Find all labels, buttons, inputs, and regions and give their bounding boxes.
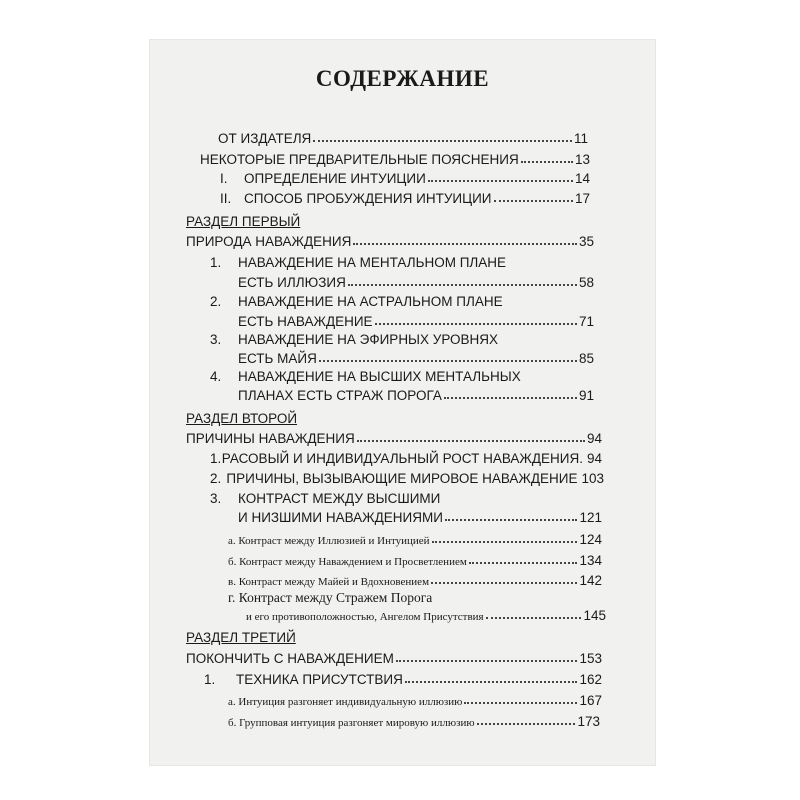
entry-page: 94 <box>586 451 602 466</box>
page-title: СОДЕРЖАНИЕ <box>315 66 490 91</box>
entry-label: ЕСТЬ ИЛЛЮЗИЯ <box>238 275 346 290</box>
entry-label: ЕСТЬ МАЙЯ <box>238 351 317 366</box>
entry-page: 58 <box>578 275 594 290</box>
leader-dots <box>357 440 585 442</box>
entry-label: и его противоположностью, Ангелом Присутствия <box>246 611 484 623</box>
entry-label: СПОСОБ ПРОБУЖДЕНИЯ ИНТУИЦИИ <box>244 191 492 206</box>
leader-dots <box>445 519 578 521</box>
entry-label: а. Контраст между Иллюзией и Интуицией <box>228 535 430 547</box>
entry-label: ЕСТЬ НАВАЖДЕНИЕ <box>238 314 373 329</box>
entry-label: РАСОВЫЙ И ИНДИВИДУАЛЬНЫЙ РОСТ НАВАЖДЕНИЯ. <box>221 451 583 466</box>
section-title-first[interactable] <box>186 234 594 249</box>
entry-page: 142 <box>579 573 602 588</box>
entry-label: НАВАЖДЕНИЕ НА МЕНТАЛЬНОМ ПЛАНЕ <box>238 255 507 270</box>
entry-label: ОПРЕДЕЛЕНИЕ ИНТУИЦИИ <box>244 171 426 186</box>
entry-label: НАВАЖДЕНИЕ НА АСТРАЛЬНОМ ПЛАНЕ <box>238 294 503 309</box>
section-title-second[interactable] <box>186 431 602 446</box>
entry-number: 2. <box>210 294 222 309</box>
toc-subitem-2-d-cont[interactable] <box>246 608 606 623</box>
toc-item-2-1[interactable] <box>210 451 602 466</box>
toc-item-1-1-cont[interactable] <box>238 275 594 290</box>
toc-item-1-3-cont[interactable] <box>238 351 594 366</box>
entry-page: 162 <box>579 672 602 687</box>
section-heading-third: РАЗДЕЛ ТРЕТИЙ <box>186 630 296 645</box>
entry-page: 153 <box>579 651 602 666</box>
entry-number: 3. <box>210 491 222 506</box>
leader-dots <box>375 323 577 325</box>
leader-dots <box>431 582 577 584</box>
entry-label: ПРИЧИНЫ НАВАЖДЕНИЯ <box>186 431 355 446</box>
entry-page: 134 <box>579 553 602 568</box>
leader-dots <box>405 681 578 683</box>
entry-page: 94 <box>586 431 602 446</box>
entry-label: НАВАЖДЕНИЕ НА ЭФИРНЫХ УРОВНЯХ <box>238 332 499 347</box>
entry-page: 35 <box>578 234 594 249</box>
section-heading-second: РАЗДЕЛ ВТОРОЙ <box>186 411 298 426</box>
toc-item-1-3[interactable] <box>210 332 498 347</box>
entry-label: И НИЗШИМИ НАВАЖДЕНИЯМИ <box>238 510 443 525</box>
section-title-third[interactable] <box>186 651 602 666</box>
entry-label: ПОКОНЧИТЬ С НАВАЖДЕНИЕМ <box>186 651 394 666</box>
toc-item-2-3[interactable] <box>210 491 440 506</box>
toc-subitem-2-b[interactable] <box>228 553 602 568</box>
entry-page: 13 <box>574 152 590 167</box>
toc-entry-definition[interactable] <box>220 171 590 186</box>
entry-page: 167 <box>579 693 602 708</box>
leader-dots <box>477 723 576 725</box>
entry-page: 91 <box>578 388 594 403</box>
toc-item-2-3-cont[interactable] <box>238 510 602 525</box>
book-page <box>150 40 655 765</box>
toc-item-1-2[interactable] <box>210 294 503 309</box>
leader-dots <box>353 243 577 245</box>
toc-entry-awakening[interactable] <box>220 191 590 206</box>
leader-dots <box>464 702 577 704</box>
entry-label: а. Интуиция разгоняет индивидуальную иллюзию <box>228 696 463 708</box>
entry-label: НАВАЖДЕНИЕ НА ВЫСШИХ МЕНТАЛЬНЫХ <box>238 369 521 384</box>
entry-label: НЕКОТОРЫЕ ПРЕДВАРИТЕЛЬНЫЕ ПОЯСНЕНИЯ <box>200 152 519 167</box>
entry-page: 85 <box>578 351 594 366</box>
entry-number: 1. <box>204 672 216 687</box>
toc-subitem-2-c[interactable] <box>228 573 602 588</box>
entry-number: II. <box>220 191 232 206</box>
leader-dots <box>428 180 573 182</box>
entry-label: г. Контраст между Стражем Порога <box>228 590 433 605</box>
leader-dots <box>319 360 577 362</box>
entry-number: 2. <box>210 471 222 486</box>
leader-dots <box>494 200 573 202</box>
toc-item-1-4[interactable] <box>210 369 521 384</box>
section-heading-first: РАЗДЕЛ ПЕРВЫЙ <box>186 214 301 229</box>
entry-page: 14 <box>574 171 590 186</box>
entry-page: 103 <box>581 471 604 486</box>
entry-label: в. Контраст между Майей и Вдохновением <box>228 576 430 588</box>
toc-item-2-2[interactable] <box>210 471 604 486</box>
toc-entry-publisher[interactable] <box>218 131 588 146</box>
entry-label: ПЛАНАХ ЕСТЬ СТРАЖ ПОРОГА <box>238 388 442 403</box>
leader-dots <box>348 284 577 286</box>
entry-page: 173 <box>577 714 600 729</box>
leader-dots <box>469 562 578 564</box>
entry-label: КОНТРАСТ МЕЖДУ ВЫСШИМИ <box>238 491 441 506</box>
toc-subitem-3-b[interactable] <box>228 714 600 729</box>
leader-dots <box>432 541 578 543</box>
leader-dots <box>313 140 572 142</box>
entry-number: 1. <box>210 451 222 466</box>
leader-dots <box>521 161 573 163</box>
entry-page: 71 <box>578 314 594 329</box>
toc-item-1-4-cont[interactable] <box>238 388 594 403</box>
entry-page: 145 <box>583 608 606 623</box>
entry-number: I. <box>220 171 228 186</box>
entry-number: 1. <box>210 255 222 270</box>
entry-label: ПРИРОДА НАВАЖДЕНИЯ <box>186 234 352 249</box>
entry-label: ПРИЧИНЫ, ВЫЗЫВАЮЩИЕ МИРОВОЕ НАВАЖДЕНИЕ <box>226 471 578 486</box>
entry-number: 3. <box>210 332 222 347</box>
leader-dots <box>396 660 578 662</box>
entry-label: ТЕХНИКА ПРИСУТСТВИЯ <box>236 672 403 687</box>
entry-label: б. Контраст между Наваждением и Просветлением <box>228 556 467 568</box>
toc-item-1-1[interactable] <box>210 255 506 270</box>
toc-entry-explanations[interactable] <box>200 152 590 167</box>
entry-label: б. Групповая интуиция разгоняет мировую иллюзию <box>228 717 475 729</box>
entry-page: 121 <box>579 510 602 525</box>
leader-dots <box>444 397 577 399</box>
toc-item-1-2-cont[interactable] <box>238 314 594 329</box>
entry-page: 11 <box>573 131 588 146</box>
toc-item-3-1[interactable] <box>204 672 602 687</box>
toc-subitem-2-a[interactable] <box>228 532 602 547</box>
entry-page: 17 <box>574 191 590 206</box>
toc-subitem-3-a[interactable] <box>228 693 602 708</box>
entry-page: 124 <box>579 532 602 547</box>
entry-label: ОТ ИЗДАТЕЛЯ <box>218 131 312 146</box>
toc-subitem-2-d[interactable] <box>228 590 432 606</box>
leader-dots <box>486 617 582 619</box>
entry-number: 4. <box>210 369 222 384</box>
